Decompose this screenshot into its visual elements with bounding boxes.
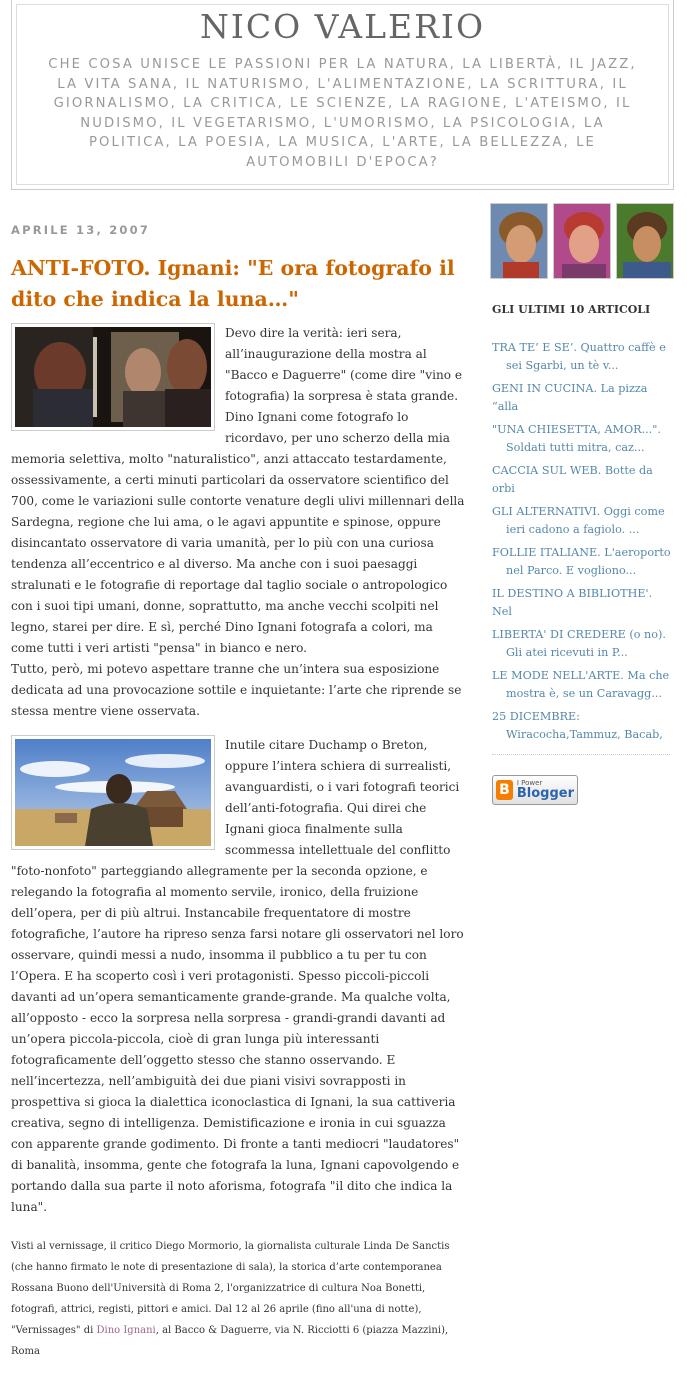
recent-post-link[interactable]: 25 DICEMBRE: [492, 710, 580, 723]
portrait-2-image [554, 204, 611, 278]
recent-post-link[interactable]: CACCIA SUL WEB. Botte da orbi [492, 464, 653, 495]
profile-photo-2[interactable] [553, 203, 611, 279]
recent-post-item[interactable] [492, 667, 674, 703]
vernissage-note-text: Visti al vernissage, il critico Diego Mormorio, la giornalista culturale Linda De Sanctis (che hanno firmato le note di presentazione di sala), la storica d’arte contemporanea Rossana Buono dell'Università di Roma 2, l'organizzatrice di cultura Noa Bonetti, fotografi, attrici, registi, pittori e amici. Dal 12 al 26 aprile (fino all'una di notte), "Vernissages" di [11, 1241, 450, 1336]
blogger-badge-small: I Power [516, 779, 543, 787]
recent-post-link[interactable]: IL DESTINO A BIBLIOTHE'. Nel [492, 587, 653, 618]
post-image-1[interactable] [11, 323, 215, 431]
blogger-badge-text [517, 780, 574, 800]
header-inner-frame [16, 4, 669, 185]
vernissage-note [11, 1236, 466, 1362]
post-paragraph-2: Tutto, però, mi potevo aspettare tranne che un’intera sua esposizione dedicata ad una provocazione sottile e inquietante: l’arte che riprende se stessa mentre viene osservata. [11, 662, 462, 718]
recent-post-link-cont[interactable]: Soldati tutti mitra, caz... [506, 440, 645, 454]
recent-post-item[interactable] [492, 585, 674, 621]
recent-post-link-cont[interactable]: ieri cadono a fagiolo. ... [506, 522, 640, 536]
recent-posts-title: GLI ULTIMI 10 ARTICOLI [492, 303, 651, 316]
man-and-farmhouse-photo [15, 739, 211, 846]
recent-post-item[interactable] [492, 339, 674, 375]
blogger-logo-icon: B [496, 780, 513, 800]
recent-post-link-cont[interactable] [492, 620, 674, 621]
recent-post-link[interactable]: TRA TE’ E SE’. Quattro caffè e [492, 341, 666, 354]
profile-photo-1[interactable] [490, 203, 548, 279]
blogger-badge-big: Blogger [516, 786, 574, 801]
sidebar [490, 203, 674, 805]
post-image-2[interactable] [11, 735, 215, 850]
gallery-visitors-photo [15, 327, 211, 427]
recent-post-item[interactable] [492, 462, 674, 498]
post-body [11, 323, 466, 1218]
recent-post-item[interactable] [492, 544, 674, 580]
post-date: APRILE 13, 2007 [11, 223, 151, 237]
recent-post-item[interactable] [492, 380, 674, 416]
recent-post-link[interactable]: LIBERTA' DI CREDERE (o no). [492, 628, 666, 641]
recent-post-link-cont[interactable]: sei Sgarbi, un tè v... [506, 358, 619, 372]
recent-post-link[interactable]: GENI IN CUCINA. La pizza “alla [492, 382, 648, 413]
recent-post-link[interactable]: GLI ALTERNATIVI. Oggi come [492, 505, 665, 518]
recent-posts-list [490, 339, 674, 744]
portrait-3-image [617, 204, 674, 278]
recent-post-item[interactable] [492, 626, 674, 662]
profile-photo-3[interactable] [616, 203, 674, 279]
main-column [11, 215, 466, 1362]
dino-ignani-link[interactable]: Dino Ignani [96, 1325, 156, 1336]
portrait-1-image [491, 204, 548, 278]
recent-post-link-cont[interactable] [492, 415, 674, 416]
vernissage-note-tail: , al Bacco & Daguerre, via N. Ricciotti 6 (piazza Mazzini), Roma [11, 1325, 449, 1357]
recent-post-item[interactable] [492, 503, 674, 539]
recent-post-item[interactable] [492, 708, 674, 744]
post-paragraph-1: Devo dire la verità: ieri sera, all’inaugurazione della mostra al "Bacco e Daguerre" (come dire "vino e fotografia) la sorpresa è stata grande. Dino Ignani come fotografo lo ricordavo, per uno scherzo della mia memoria selettiva, molto "naturalistico", anzi attaccato testardamente, ossessivamente, a certi minuti particolari da osservatore scientifico del 700, come le variazioni sulle contorte venature degli ulivi millennari della Sardegna, regione che lui ama, o le agavi appuntite e spinose, oppure disincantato osservatore di varia umanità, per lo più con una curiosa tendenza all’eccentrico e al diverso. Ma anche con i suoi paesaggi stralunati e le fotografie di reportage dal taglio sociale o antropologico con i suoi tipi umani, donne, soprattutto, ma anche vecchi scolpiti nel legno, starei per dire. E sì, perché Dino Ignani fotografa a colori, ma come tutti i veri artisti "pensa" in bianco e nero. [11, 326, 465, 655]
blog-title[interactable]: NICO VALERIO [199, 7, 486, 46]
post-title[interactable]: ANTI-FOTO. Ignani: "E ora fotografo il dito che indica la luna…" [11, 256, 455, 311]
recent-post-link-cont[interactable]: Wiracocha,Tammuz, Bacab, [506, 727, 663, 741]
recent-post-link-cont[interactable]: nel Parco. E vogliono... [506, 563, 637, 577]
recent-post-item[interactable] [492, 421, 674, 457]
post-paragraph-3: Inutile citare Duchamp o Breton, oppure l’intera schiera di surrealisti, avanguardisti, o i vari fotografi teorici dell’anti-fotografia. Qui direi che Ignani gioca finalmente sulla scommessa intellettuale del conflitto "foto-nonfoto" parteggiando allegramente per la seconda opzione, e relegando la fotografia al momento servile, ironico, della fruizione dell’opera, per di più altrui. Instancabile frequentatore di mostre fotografiche, l’autore ha ripreso senza farsi notare gli osservatori nel loro osservare, quindi messi a nudo, insomma il pubblico a tu per tu con l’Opera. E ha scoperto così i veri protagonisti. Spesso piccoli-piccoli davanti ad un’opera semanticamente grande-grande. Ma qualche volta, all’opposto - ecco la sorpresa nella sorpresa - grandi-grandi davanti ad un’opera piccola-piccola, cioè di gran lunga più interessanti fotograficamente dell’oggetto stesso che stanno osservando. E nell’incertezza, nell’ambiguità dei due piani visivi sovrapposti in prospettiva si gioca la dialettica iconoclastica di Ignani, la sua cattiveria creativa, segno di intelligenza. Demistificazione e ironia in cui sguazza con apparente grande godimento. Di fronte a tanti mediocri "laudatores" di banalità, insomma, gente che fotografa la luna, Ignani capovolgendo e portando dalla sua parte il noto aforisma, fotografa "il dito che indica la luna". [11, 738, 464, 1214]
recent-post-link[interactable]: FOLLIE ITALIANE. L'aeroporto [492, 546, 671, 559]
recent-post-link[interactable]: LE MODE NELL'ARTE. Ma che [492, 669, 670, 682]
recent-post-link-cont[interactable] [492, 497, 674, 498]
blog-header [11, 0, 674, 190]
recent-post-link-cont[interactable]: mostra è, se un Caravagg... [506, 686, 663, 700]
powered-by-blogger-badge[interactable] [492, 775, 578, 805]
recent-post-link[interactable]: "UNA CHIESETTA, AMOR...". [492, 423, 661, 436]
sidebar-divider [492, 754, 670, 755]
recent-post-link-cont[interactable]: Gli atei ricevuti in P... [506, 645, 628, 659]
profile-photos [490, 203, 674, 279]
blog-description: CHE COSA UNISCE LE PASSIONI PER LA NATURA, LA LIBERTÀ, IL JAZZ, LA VITA SANA, IL NATURISMO, L'ALIMENTAZIONE, LA SCRITTURA, IL GIORNALISMO, LA CRITICA, LE SCIENZE, LA RAGIONE, L'ATEISMO, IL NUDISMO, IL VEGETARISMO, L'UMORISMO, LA PSICOLOGIA, LA POLITICA, LA POESIA, LA MUSICA, L'ARTE, LA BELLEZZA, LE AUTOMOBILI D'EPOCA? [48, 57, 637, 170]
